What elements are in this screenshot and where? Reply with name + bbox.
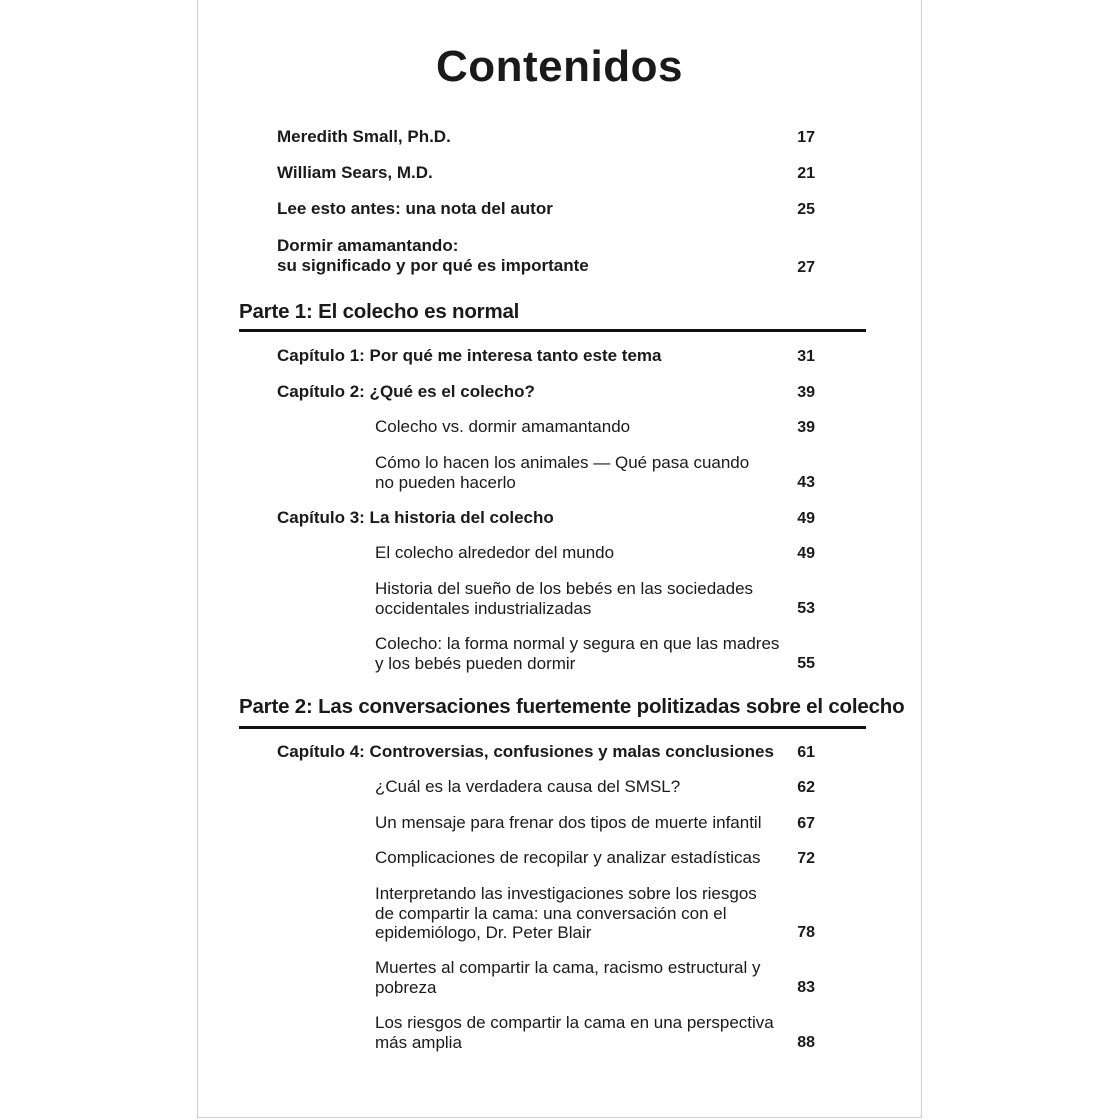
section-title-line: El colecho alrededor del mundo (375, 543, 615, 562)
section-entry (375, 848, 761, 868)
section-title-line: Interpretando las investigaciones sobre los riesgos (375, 884, 757, 903)
toc-entry (277, 199, 553, 219)
section-title-line: ¿Cuál es la verdadera causa del SMSL? (375, 777, 681, 796)
entry-title: William Sears, M.D. (277, 163, 433, 182)
entry-title-line: Dormir amamantando: (277, 236, 459, 255)
section-title-line: occidentales industrializadas (375, 598, 592, 618)
section-title-line: Colecho: la forma normal y segura en que las madres (375, 634, 780, 653)
page-number: 55 (797, 655, 815, 672)
page-number: 61 (797, 744, 815, 761)
page-number: 88 (797, 1034, 815, 1051)
page-number: 78 (797, 924, 815, 941)
section-entry (375, 417, 630, 437)
page-number: 39 (797, 419, 815, 436)
part-heading: Parte 1: El colecho es normal (239, 300, 520, 323)
page-number: 83 (797, 979, 815, 996)
page-number: 49 (797, 545, 815, 562)
book-page (197, 0, 922, 1118)
section-entry (375, 453, 749, 492)
section-title-line: epidemiólogo, Dr. Peter Blair (375, 923, 592, 942)
section-entry (375, 813, 761, 833)
part-heading: Parte 2: Las conversaciones fuertemente politizadas sobre el colecho (239, 695, 905, 718)
section-title-line: y los bebés pueden dormir (375, 653, 576, 673)
section-entry (375, 579, 753, 618)
section-title-line: pobreza (375, 977, 437, 997)
section-title-line: no pueden hacerlo (375, 472, 516, 492)
entry-title: Lee esto antes: una nota del autor (277, 199, 553, 218)
page-number: 21 (797, 165, 815, 182)
entry-title-line: su significado y por qué es importante (277, 255, 589, 275)
toc-entry (277, 127, 451, 147)
page-number: 72 (797, 850, 815, 867)
section-entry (375, 958, 760, 997)
page-number: 49 (797, 510, 815, 527)
section-title-line: Los riesgos de compartir la cama en una perspectiva (375, 1013, 774, 1032)
section-entry (375, 777, 680, 797)
part-rule (239, 329, 866, 332)
chapter-title: Capítulo 3: La historia del colecho (277, 508, 554, 527)
page-number: 62 (797, 779, 815, 796)
entry-title: Meredith Small, Ph.D. (277, 127, 451, 146)
chapter-title: Capítulo 4: Controversias, confusiones y malas conclusiones (277, 742, 774, 761)
chapter-entry (277, 742, 774, 762)
section-title-line: Un mensaje para frenar dos tipos de muerte infantil (375, 813, 762, 832)
section-title-line: Complicaciones de recopilar y analizar estadísticas (375, 848, 761, 867)
page-number: 39 (797, 384, 815, 401)
chapter-entry (277, 346, 661, 366)
section-title-line: más amplia (375, 1032, 462, 1052)
section-title-line: de compartir la cama: una conversación con el (375, 903, 727, 923)
page-number: 17 (797, 129, 815, 146)
chapter-title: Capítulo 2: ¿Qué es el colecho? (277, 382, 535, 401)
toc-entry (277, 163, 433, 183)
page-number: 67 (797, 815, 815, 832)
section-entry (375, 634, 779, 673)
page-number: 27 (797, 259, 815, 276)
page-title: Contenidos (436, 42, 683, 91)
page-number: 31 (797, 348, 815, 365)
toc-entry (277, 236, 589, 275)
section-entry (375, 884, 757, 943)
chapter-title: Capítulo 1: Por qué me interesa tanto este tema (277, 346, 662, 365)
page-number: 25 (797, 201, 815, 218)
section-entry (375, 1013, 774, 1052)
chapter-entry (277, 382, 535, 402)
page-number: 53 (797, 600, 815, 617)
section-title-line: Colecho vs. dormir amamantando (375, 417, 631, 436)
section-entry (375, 543, 614, 563)
section-title-line: Historia del sueño de los bebés en las sociedades (375, 579, 754, 598)
part-rule (239, 726, 866, 729)
section-title-line: Cómo lo hacen los animales — Qué pasa cuando (375, 453, 750, 472)
page-number: 43 (797, 474, 815, 491)
chapter-entry (277, 508, 554, 528)
section-title-line: Muertes al compartir la cama, racismo estructural y (375, 958, 761, 977)
